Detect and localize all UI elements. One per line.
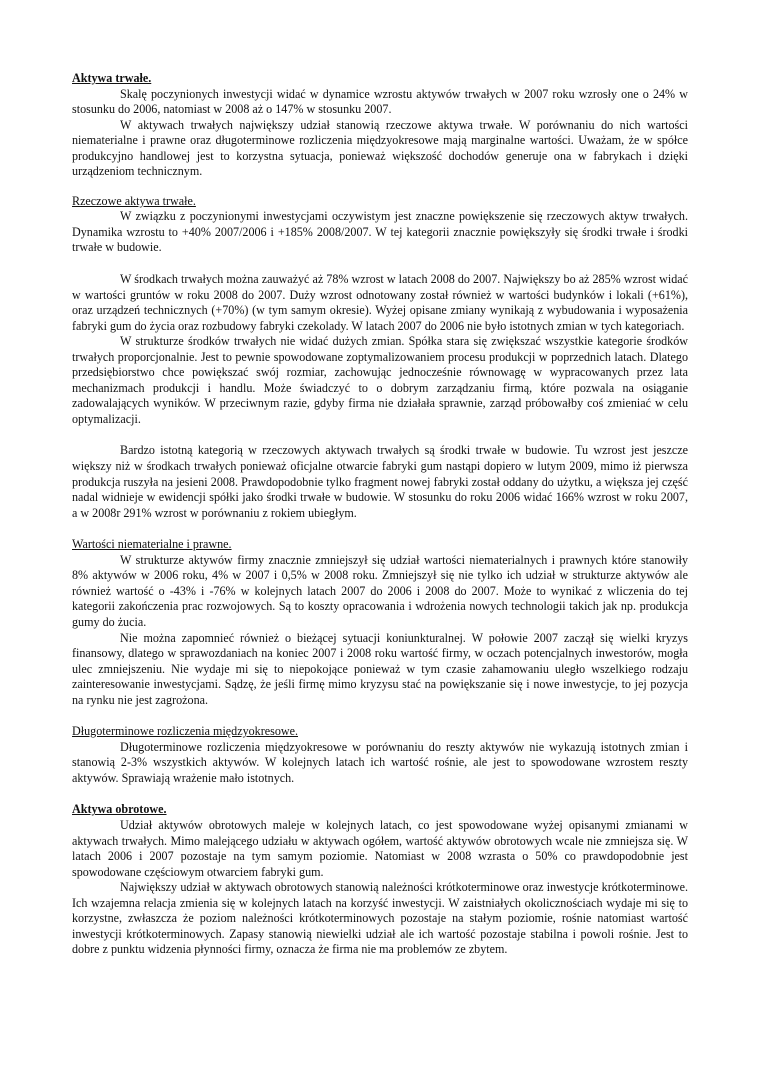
section-rzeczowe-aktywa-trwale [72, 194, 688, 521]
section-rozliczenia-miedzyokresowe [72, 724, 688, 786]
paragraph: Skalę poczynionych inwestycji widać w dynamice wzrostu aktywów trwałych w 2007 roku wzrosły one o 24% w stosunku do 2006, natomiast w 2008 aż o 147% w stosunku 2007. [72, 86, 688, 117]
paragraph: Największy udział w aktywach obrotowych stanowią należności krótkoterminowe oraz inwestycje krótkoterminowe. Ich wzajemna relacja zmienia się w kolejnych latach na korzyść inwestycji. W zaistniałych okolicznościach wydaje mi się to korzystne, zwłaszcza że poziom należności krótkoterminowych pozostaje na stałym poziomie, rośnie natomiast wartość inwestycji krótkoterminowych. Zapasy stanowią niewielki udział ale ich wartość pozostaje stabilna i powoli rośnie. Jest to dobre z punktu widzenia płynności firmy, oznacza że firma nie ma problemów ze zbytem. [72, 880, 688, 957]
paragraph: W aktywach trwałych największy udział stanowią rzeczowe aktywa trwałe. W porównaniu do nich wartości niematerialne i prawne oraz długoterminowe rozliczenia międzyokresowe mają marginalne wartości. Uważam, że w spółce produkcyjno handlowej jest to korzystna sytuacja, ponieważ większość dochodów generuje ona w fabrykach i dzięki urządzeniom technicznym. [72, 117, 688, 179]
paragraph: Długoterminowe rozliczenia międzyokresowe w porównaniu do reszty aktywów nie wykazują istotnych zmian i stanowią 2-3% wszystkich aktywów. W kolejnych latach ich wartość rośnie, ale jest to spowodowane wzrostem reszty aktywów. Sprawiają wrażenie mało istotnych. [72, 739, 688, 785]
section-heading: Rzeczowe aktywa trwałe. [72, 193, 196, 208]
paragraph: Bardzo istotną kategorią w rzeczowych aktywach trwałych są środki trwałe w budowie. Tu wzrost jest jeszcze większy niż w środkach trwałych ponieważ oficjalne otwarcie fabryki gum nastąpi dopiero w lutym 2009, mimo iż pierwsza produkcja ruszyła na jesieni 2008. Prawdopodobnie tylko fragment nowej fabryki został oddany do użytku, a większa jej część nadal widnieje w ewidencji spółki jako środki trwałe w budowie. W stosunku do roku 2006 widać 166% wzrost w roku 2007, a w 2008r 291% wzrost w porównaniu z rokiem ubiegłym. [72, 443, 688, 520]
section-aktywa-obrotowe [72, 802, 688, 957]
section-heading: Wartości niematerialne i prawne. [72, 537, 232, 552]
paragraph: W strukturze aktywów firmy znacznie zmniejszył się udział wartości niematerialnych i prawnych które stanowiły 8% aktywów w 2006 roku, 4% w 2007 i 0,5% w 2008 roku. Zmniejszył się nie tylko ich udział w strukturze aktywów ale również wartość o -43% i -76% w kolejnych latach 2007 do 2006 i 2008 do 2007. Może to wynikać z wliczenia do tej kategorii zakończenia prac rozwojowych. Są to koszty opracowania i wdrożenia nowych technologii takich jak np. produkcja gumy do żucia. [72, 552, 688, 629]
section-heading: Aktywa trwałe. [72, 71, 152, 85]
section-heading: Aktywa obrotowe. [72, 802, 167, 817]
section-wartosci-niematerialne [72, 537, 688, 708]
paragraph: W związku z poczynionymi inwestycjami oczywistym jest znaczne powiększenie się rzeczowych aktyw trwałych. Dynamika wzrostu to +40% 2007/2006 i +185% 2008/2007. W tej kategorii znacznie powiększyły się środki trwałe i środki trwałe w budowie. [72, 209, 688, 255]
section-heading: Długoterminowe rozliczenia międzyokresowe. [72, 724, 299, 739]
paragraph: W środkach trwałych można zauważyć aż 78% wzrost w latach 2008 do 2007. Największy bo aż 285% wzrost widać w wartości gruntów w roku 2008 do 2007. Duży wzrost odnotowany został również w wartości budynków i lokali (+61%), oraz urządzeń technicznych (+70%) (w tym samym okresie). Wyżej opisane zmiany wynikają z wybudowania i wyposażenia fabryki gum do życia oraz rozbudowy fabryki czekolady. W latach 2007 do 2006 nie było istotnych zmian w tych kategoriach. [72, 272, 688, 333]
paragraph: Nie można zapomnieć również o bieżącej sytuacji koniunkturalnej. W połowie 2007 zaczął się wielki kryzys finansowy, dlatego w sprawozdaniach na koniec 2007 i 2008 roku wartość firmy, w oczach potencjalnych inwestorów, mogła ulec zmniejszeniu. Nie wydaje mi się to niepokojące ponieważ w tym czasie zahamowaniu uległo wszelkiego rodzaju zainteresowanie inwestycjami. Sądzę, że jeśli firmę mimo kryzysu stać na powiększanie się i nowe inwestycje, to jej pozycja na rynku nie jest zagrożona. [72, 630, 688, 707]
section-aktywa-trwale [72, 71, 688, 180]
paragraph: Udział aktywów obrotowych maleje w kolejnych latach, co jest spowodowane wyżej opisanymi zmianami w aktywach trwałych. Mimo malejącego udziału w aktywach ogółem, wartość aktywów obrotowych wcale nie zmniejsza się. W latach 2006 i 2007 pozostaje na tym samym poziomie. Natomiast w 2008 wzrasta o 50% co prawdopodobnie jest spowodowane częściowym otwarciem fabryki gum. [72, 817, 688, 879]
document-page [72, 71, 688, 958]
paragraph: W strukturze środków trwałych nie widać dużych zmian. Spółka stara się zwiększać wszystkie kategorie środków trwałych proporcjonalnie. Jest to pewnie spowodowane zoptymalizowaniem procesu produkcji w poprzednich latach. Dlatego przedsiębiorstwo chce powiększać swój rozmiar, zachowując jednocześnie równowagę w wypracowanych przez lata mechanizmach produkcji i handlu. Może świadczyć to o dobrym zarządzaniu firmą, które pozwala na osiąganie zadowalających wyników. W przeciwnym razie, gdyby firma nie działała sprawnie, zarząd próbowałby coś zmieniać w celu optymalizacji. [72, 334, 688, 426]
